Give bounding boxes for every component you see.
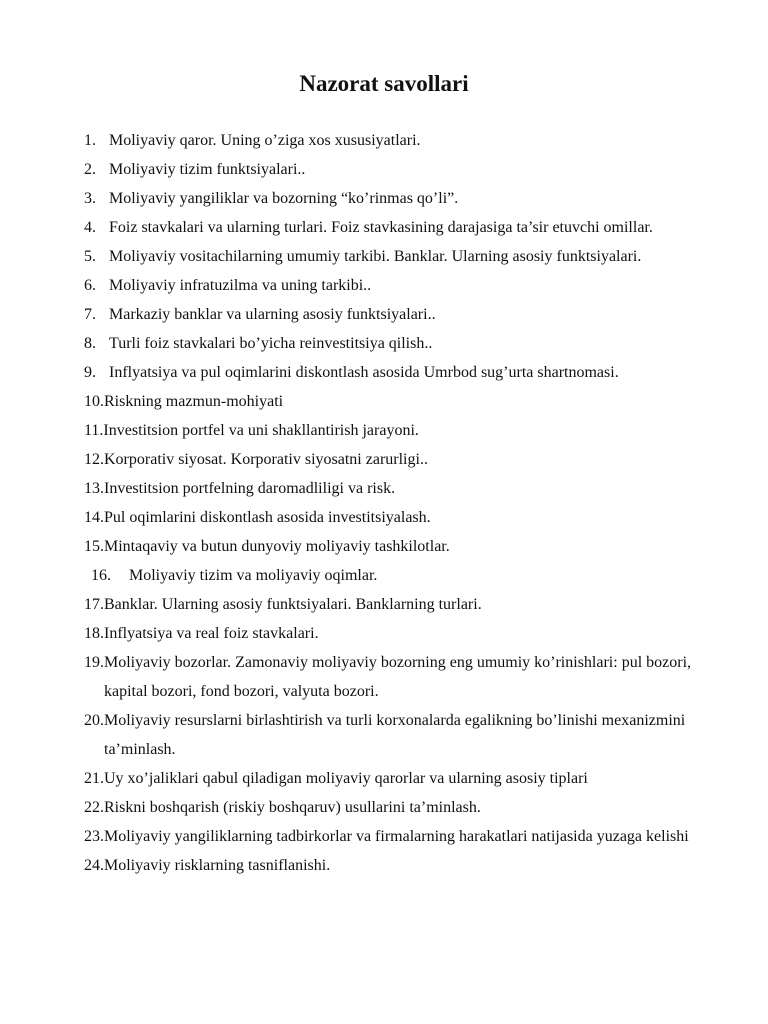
question-item [84,300,734,329]
question-item [84,648,734,706]
question-item [84,764,734,793]
question-text: Moliyaviy yangiliklarning tadbirkorlar va firmalarning harakatlari natijasida yuzaga kelishi [104,828,689,845]
question-text: Foiz stavkalari va ularning turlari. Foiz stavkasining darajasiga ta’sir etuvchi omillar. [109,219,653,236]
question-text: Moliyaviy risklarning tasniflanishi. [104,857,331,874]
question-text: Turli foiz stavkalari bo’yicha reinvestitsiya qilish.. [109,335,433,352]
question-text: Inflyatsiya va pul oqimlarini diskontlash asosida Umrbod sug’urta shartnomasi. [109,364,619,381]
question-number: 4. [84,219,96,236]
question-text: Investitsion portfelning daromadliligi va risk. [104,480,396,497]
question-item [84,851,734,880]
question-item [84,416,734,445]
question-item [84,590,734,619]
question-text: Moliyaviy resurslarni birlashtirish va turli korxonalarda egalikning bo’linishi mexanizmini ta’minlash. [104,712,686,758]
question-number: 17. [84,596,104,613]
question-text: Pul oqimlarini diskontlash asosida investitsiyalash. [104,509,431,526]
question-item [84,387,734,416]
question-number: 6. [84,277,96,294]
question-item [84,822,734,851]
question-number: 21. [84,770,104,787]
question-text: Moliyaviy vositachilarning umumiy tarkibi. Banklar. Ularning asosiy funktsiyalari. [109,248,642,265]
question-number: 22. [84,799,104,816]
question-item [84,358,734,387]
question-number: 24. [84,857,104,874]
question-item [84,474,734,503]
question-number: 2. [84,161,96,178]
question-item [84,561,734,590]
question-item [84,213,734,242]
question-text: Korporativ siyosat. Korporativ siyosatni zarurligi.. [104,451,428,468]
question-text: Moliyaviy tizim va moliyaviy oqimlar. [129,567,378,584]
question-item [84,503,734,532]
question-number: 19. [84,654,104,671]
question-item [84,184,734,213]
question-item [84,329,734,358]
question-number: 12. [84,451,104,468]
question-number: 14. [84,509,104,526]
question-list [84,126,734,880]
question-number: 23. [84,828,104,845]
question-number: 18. [84,625,104,642]
question-text: Mintaqaviy va butun dunyoviy moliyaviy tashkilotlar. [104,538,450,555]
question-text: Riskning mazmun-mohiyati [104,393,284,410]
question-text: Moliyaviy infratuzilma va uning tarkibi.. [109,277,372,294]
question-item [84,126,734,155]
question-text: Markaziy banklar va ularning asosiy funktsiyalari.. [109,306,436,323]
question-number: 16. [91,567,111,584]
question-item [84,155,734,184]
question-item [84,619,734,648]
question-number: 5. [84,248,96,265]
question-item [84,271,734,300]
question-text: Moliyaviy yangiliklar va bozorning “ko’rinmas qo’li”. [109,190,459,207]
question-number: 1. [84,132,96,149]
question-number: 15. [84,538,104,555]
question-text: Inflyatsiya va real foiz stavkalari. [104,625,319,642]
question-number: 10. [84,393,104,410]
question-text: Investitsion portfel va uni shakllantirish jarayoni. [103,422,419,439]
question-item [84,445,734,474]
question-text: Moliyaviy bozorlar. Zamonaviy moliyaviy bozorning eng umumiy ko’rinishlari: pul bozori, kapital bozori, fond bozori, valyuta bozori. [104,654,692,700]
question-item [84,242,734,271]
question-item [84,532,734,561]
question-text: Banklar. Ularning asosiy funktsiyalari. Banklarning turlari. [104,596,482,613]
question-number: 11. [84,422,104,439]
question-number: 8. [84,335,96,352]
question-item [84,706,734,764]
question-text: Moliyaviy tizim funktsiyalari.. [109,161,306,178]
question-number: 9. [84,364,96,381]
question-text: Riskni boshqarish (riskiy boshqaruv) usullarini ta’minlash. [104,799,481,816]
question-number: 3. [84,190,96,207]
question-text: Moliyaviy qaror. Uning o’ziga xos xususiyatlari. [109,132,421,149]
question-text: Uy xo’jaliklari qabul qiladigan moliyaviy qarorlar va ularning asosiy tiplari [104,770,588,787]
page-title: Nazorat savollari [299,71,469,96]
question-number: 7. [84,306,96,323]
question-number: 20. [84,712,104,729]
question-item [84,793,734,822]
question-number: 13. [84,480,104,497]
